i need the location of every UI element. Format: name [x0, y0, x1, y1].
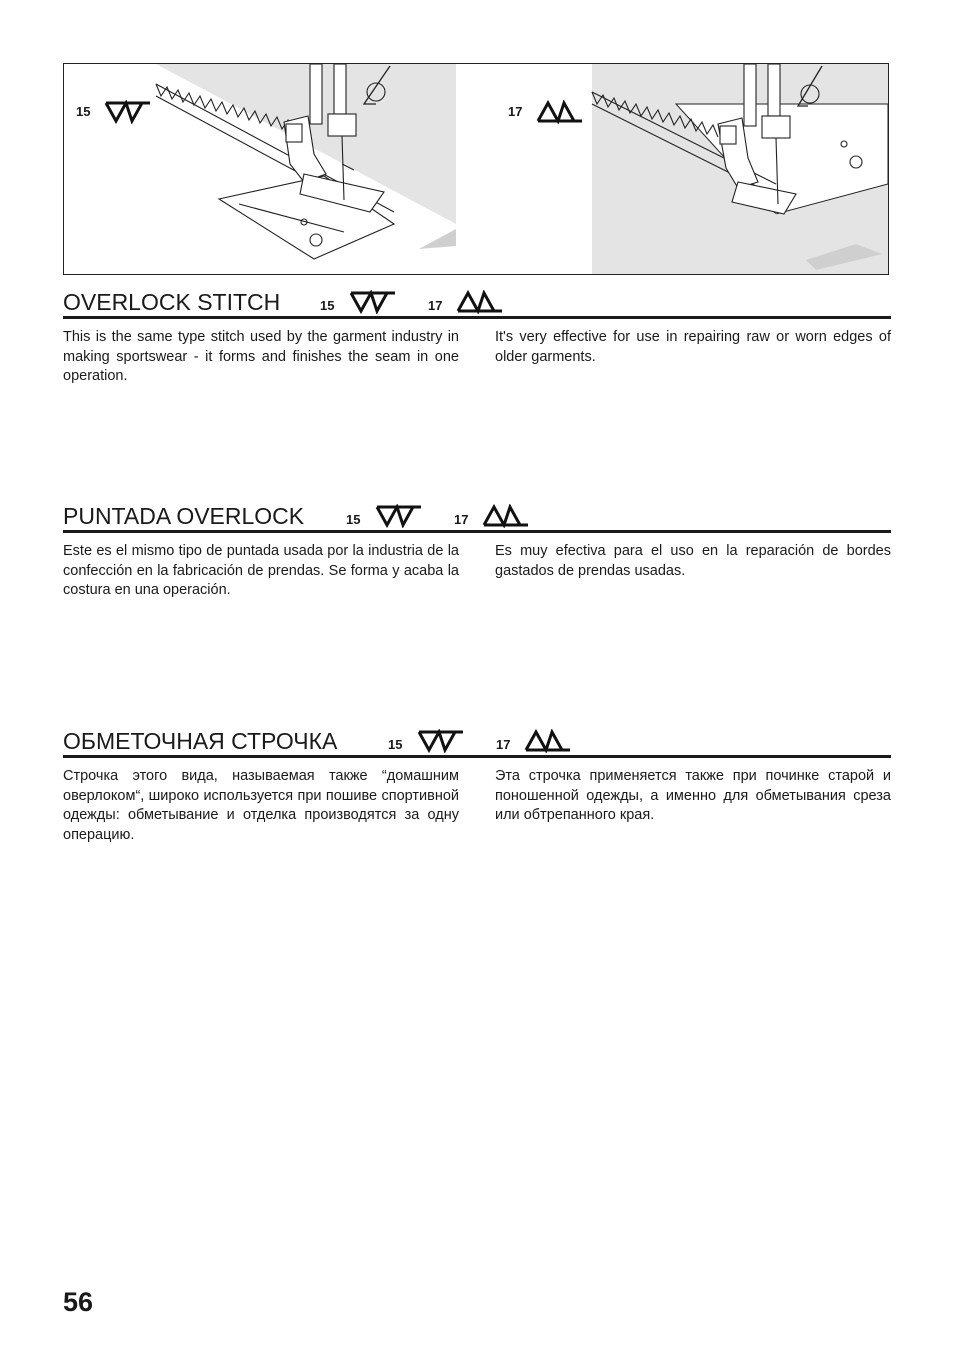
section-title: OVERLOCK STITCH [63, 289, 281, 315]
stitch-number-a: 15 [346, 512, 361, 527]
sewing-foot-illustration-15 [64, 64, 476, 274]
sewing-foot-illustration-17 [476, 64, 888, 274]
overlock-stitch-15-icon [349, 290, 397, 314]
body-text-right: Es muy efectiva para el uso en la reparación de bordes gastados de prendas usadas. [495, 543, 891, 579]
overlock-stitch-17-icon [482, 504, 530, 528]
section-overlock-spanish [63, 503, 891, 599]
figure-stitch-number-15: 15 [76, 104, 91, 119]
section-overlock-russian [63, 728, 891, 843]
overlock-stitch-15-icon [375, 504, 423, 528]
section-title: PUNTADA OVERLOCK [63, 503, 305, 529]
section-title: ОБМЕТОЧНАЯ СТРОЧКА [63, 728, 338, 754]
page-number: 56 [63, 1287, 94, 1317]
body-text-right: It's very effective for use in repairing raw or worn edges of older garments. [495, 329, 891, 365]
illustration-box [63, 63, 889, 275]
overlock-stitch-17-icon [456, 290, 504, 314]
stitch-number-a: 15 [320, 298, 335, 313]
body-text-left: This is the same type stitch used by the garment industry in making sportswear - it forms and finishes the seam in one operation. [63, 329, 459, 385]
stitch-number-b: 17 [454, 512, 469, 527]
stitch-number-b: 17 [496, 737, 511, 752]
figure-stitch-17 [476, 64, 888, 274]
body-text-right: Эта строчка применяется также при починке старой и поношенной одежды, а именно для обметывания среза или обтрепанного края. [495, 768, 891, 824]
figure-stitch-15 [64, 64, 476, 274]
overlock-stitch-17-icon [524, 729, 572, 753]
section-overlock-english [63, 289, 891, 385]
section-heading [63, 290, 891, 319]
body-text-left: Строчка этого вида, называемая также “домашним оверлоком“, широко используется при пошиве спортивной одежды: обметывание и отделка производятся за одну операцию. [63, 768, 459, 843]
section-heading [63, 504, 891, 533]
overlock-stitch-15-icon [417, 729, 465, 753]
stitch-number-a: 15 [388, 737, 403, 752]
figure-stitch-number-17: 17 [508, 104, 523, 119]
overlock-stitch-15-icon [104, 100, 152, 124]
overlock-stitch-17-icon [536, 100, 584, 124]
section-heading [63, 729, 891, 758]
stitch-number-b: 17 [428, 298, 443, 313]
body-text-left: Este es el mismo tipo de puntada usada por la industria de la confección en la fabricación de prendas. Se forma y acaba la costura en una operación. [63, 543, 459, 599]
